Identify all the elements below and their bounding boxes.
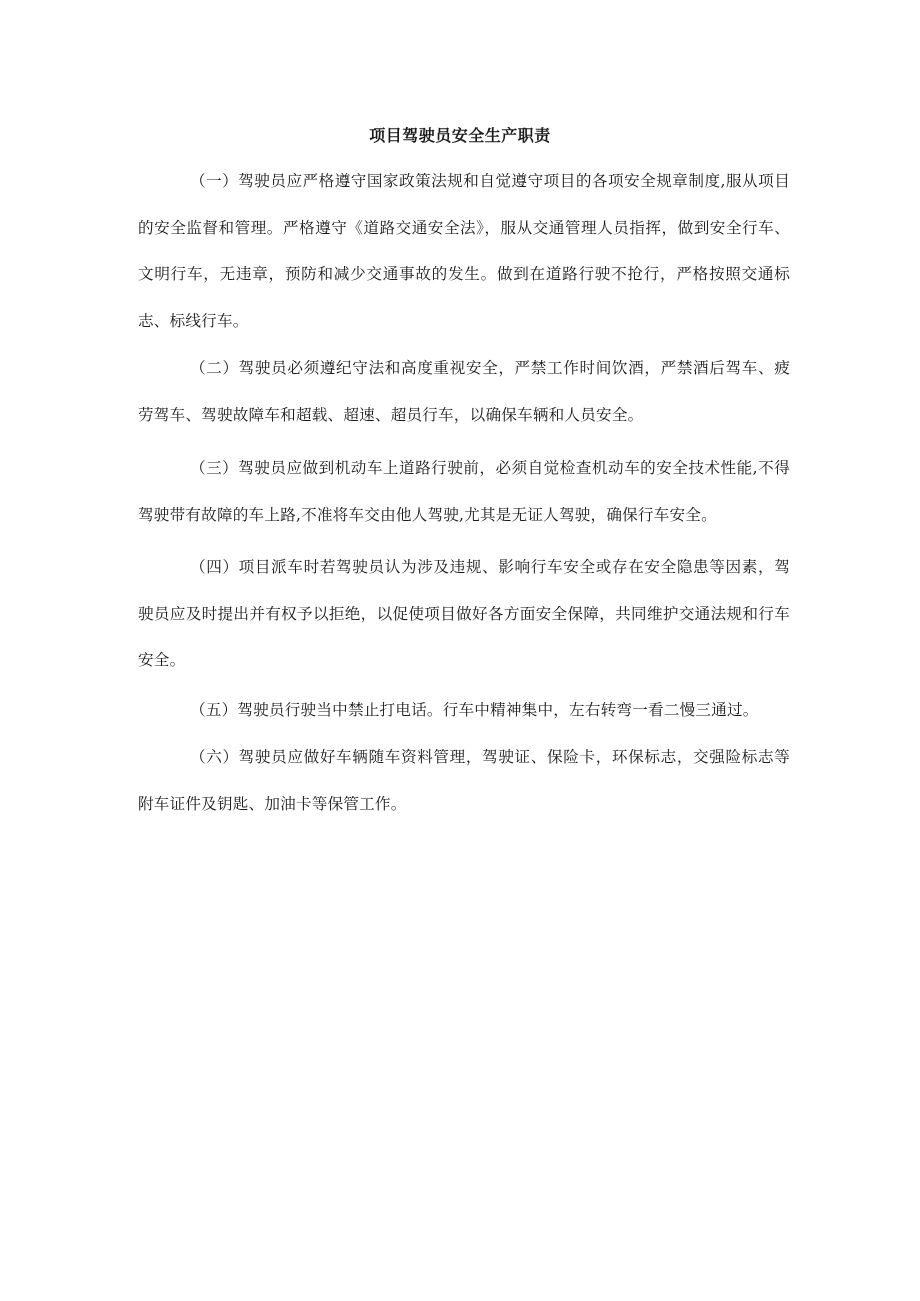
document-title: 项目驾驶员安全生产职责 [369, 126, 551, 145]
paragraph-1: （一）驾驶员应严格遵守国家政策法规和自觉遵守项目的各项安全规章制度,服从项目的安全监督和管理。严格遵守《道路交通安全法》，服从交通管理人员指挥，做到安全行车、文明行车，无违章，预防和减少交通事故的发生。做到在道路行驶不抢行，严格按照交通标志、标线行车。 [138, 172, 790, 330]
paragraph-4: （四）项目派车时若驾驶员认为涉及违规、影响行车安全或存在安全隐患等因素，驾驶员应及时提出并有权予以拒绝，以促使项目做好各方面安全保障，共同维护交通法规和行车安全。 [138, 558, 790, 669]
paragraph-3: （三）驾驶员应做到机动车上道路行驶前，必须自觉检查机动车的安全技术性能,不得驾驶带有故障的车上路,不准将车交由他人驾驶,尤其是无证人驾驶，确保行车安全。 [138, 459, 790, 524]
paragraph-5: （五）驾驶员行驶当中禁止打电话。行车中精神集中，左右转弯一看二慢三通过。 [190, 701, 759, 719]
paragraph-6: （六）驾驶员应做好车辆随车资料管理，驾驶证、保险卡，环保标志，交强险标志等附车证件及钥匙、加油卡等保管工作。 [138, 748, 790, 813]
paragraph-2: （二）驾驶员必须遵纪守法和高度重视安全，严禁工作时间饮酒，严禁酒后驾车、疲劳驾车、驾驶故障车和超载、超速、超员行车，以确保车辆和人员安全。 [138, 359, 790, 424]
